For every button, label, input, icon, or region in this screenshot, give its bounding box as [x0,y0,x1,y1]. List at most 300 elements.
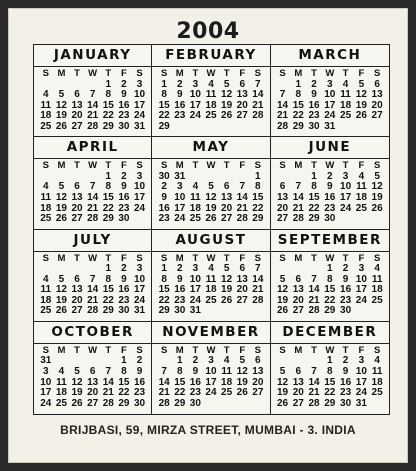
day-cell: 2 [161,181,167,193]
weekday-header: T [105,344,112,356]
month-name: MAY [152,137,269,159]
day-cell: 19 [55,110,67,122]
day-cell: 8 [161,89,167,101]
weekday-header: T [342,252,349,264]
day-grid [34,67,151,133]
month-block [152,322,270,414]
day-cell: 16 [133,376,146,388]
day-cell: 1 [327,355,333,367]
day-cell: 22 [324,387,336,399]
day-cell: 11 [356,181,367,193]
day-cell: 23 [118,202,130,214]
day-cell: 12 [55,99,67,111]
day-cell: 24 [40,397,52,409]
weekday-header: S [279,252,286,264]
day-cell: 5 [58,273,65,285]
weekday-header: T [74,160,80,172]
day-cell: 6 [74,89,80,101]
day-cell: 7 [89,273,96,285]
day-cell: 14 [87,192,99,204]
day-cell: 26 [55,305,67,317]
day-cell: 25 [205,110,217,122]
day-cell: 1 [311,170,317,182]
day-cell: 18 [205,99,217,111]
day-cell: 17 [205,376,217,388]
day-cell: 8 [295,89,302,101]
day-cell: 21 [276,110,289,122]
day-cell: 11 [40,284,52,296]
day-cell: 26 [236,387,248,399]
day-cell: 14 [276,99,289,111]
month-grid [33,44,390,415]
weekday-header: S [42,160,49,172]
day-cell: 2 [342,263,349,275]
weekday-header: S [254,344,261,356]
day-cell: 9 [121,89,127,101]
day-cell: 8 [161,273,167,285]
day-cell: 1 [105,170,112,182]
day-cell: 30 [308,120,320,132]
day-cell: 23 [308,110,320,122]
day-cell: 5 [374,170,380,182]
day-cell: 3 [208,355,214,367]
weekday-header: T [223,68,230,79]
weekday-header: T [342,344,349,356]
weekday-header: T [342,160,349,172]
day-cell: 19 [205,202,217,214]
day-cell: 20 [371,99,383,111]
day-cell: 2 [121,78,127,90]
weekday-header: W [88,68,98,79]
day-cell: 4 [374,263,380,275]
day-cell: 13 [87,376,99,388]
day-cell: 5 [279,273,286,285]
day-cell: 15 [102,192,114,204]
day-cell: 31 [40,355,52,367]
day-cell: 13 [252,365,264,377]
day-cell: 31 [133,120,146,132]
weekday-header: M [175,344,184,356]
day-cell: 15 [102,284,114,296]
day-cell: 10 [40,376,52,388]
day-cell: 12 [236,365,248,377]
day-cell: 3 [342,170,349,182]
day-cell: 18 [371,284,383,296]
day-cell: 23 [174,110,186,122]
day-cell: 6 [89,365,96,377]
day-cell: 22 [102,202,114,214]
weekday-header: T [192,68,199,79]
day-cell: 8 [327,273,333,285]
day-cell: 28 [236,213,248,225]
day-grid [152,67,269,133]
day-cell: 6 [74,181,80,193]
day-cell: 14 [292,192,304,204]
weekday-header: W [206,68,216,79]
day-cell: 25 [40,120,52,132]
day-cell: 11 [205,273,217,285]
day-cell: 3 [176,181,183,193]
day-cell: 10 [324,89,336,101]
day-cell: 17 [174,202,186,214]
day-cell: 26 [55,213,67,225]
day-cell: 11 [56,376,67,388]
weekday-header: W [88,160,98,172]
weekday-header: M [294,344,303,356]
day-cell: 26 [276,305,289,317]
day-cell: 8 [327,365,333,377]
day-cell: 5 [223,78,230,90]
day-cell: 3 [327,78,333,90]
weekday-header: T [74,344,80,356]
day-cell: 7 [295,181,302,193]
day-cell: 16 [174,284,186,296]
day-cell: 7 [255,263,261,275]
day-cell: 20 [221,202,233,214]
weekday-header: F [120,252,127,264]
day-cell: 27 [221,213,233,225]
weekday-header: M [294,68,303,79]
day-cell: 29 [292,120,304,132]
day-cell: 31 [189,305,201,317]
weekday-header: F [239,344,246,356]
day-cell: 28 [158,397,170,409]
day-cell: 26 [371,202,383,214]
day-cell: 12 [55,284,67,296]
weekday-header: F [358,160,365,172]
day-cell: 14 [252,89,264,101]
day-cell: 8 [176,365,183,377]
day-cell: 11 [40,99,52,111]
day-cell: 19 [221,284,233,296]
weekday-header: T [223,160,230,172]
day-cell: 4 [43,273,49,285]
day-cell: 1 [255,170,261,182]
month-block [271,137,389,229]
day-cell: 28 [276,120,289,132]
day-cell: 2 [121,263,127,275]
day-cell: 15 [292,99,304,111]
day-cell: 29 [158,305,170,317]
day-cell: 8 [105,273,112,285]
weekday-header: S [254,68,261,79]
day-cell: 10 [133,89,146,101]
day-cell: 16 [118,192,130,204]
day-cell: 20 [276,202,289,214]
day-cell: 17 [133,192,146,204]
day-cell: 2 [176,78,183,90]
day-cell: 26 [221,110,233,122]
day-cell: 16 [340,284,352,296]
weekday-header: M [57,68,66,79]
day-cell: 4 [43,89,49,101]
day-cell: 26 [221,294,233,306]
day-cell: 7 [89,181,96,193]
day-cell: 17 [189,284,201,296]
weekday-header: S [373,252,381,264]
day-cell: 31 [355,397,367,409]
weekday-header: F [120,68,127,79]
day-cell: 17 [340,192,352,204]
month-name: JUNE [271,137,389,159]
day-cell: 16 [308,99,320,111]
day-cell: 20 [71,294,83,306]
day-cell: 24 [133,202,146,214]
weekday-header: S [254,252,261,264]
day-cell: 9 [311,89,317,101]
month-block [271,230,389,322]
day-cell: 29 [308,213,320,225]
weekday-header: T [223,344,230,356]
weekday-header: W [206,160,216,172]
weekday-header: M [294,252,303,264]
day-cell: 18 [205,284,217,296]
weekday-header: S [373,344,381,356]
weekday-header: S [160,68,168,79]
day-cell: 16 [324,192,336,204]
day-cell: 9 [342,273,349,285]
day-cell: 12 [221,273,233,285]
month-block [34,45,152,137]
day-cell: 15 [252,192,264,204]
day-cell: 14 [102,376,114,388]
day-cell: 6 [295,365,302,377]
month-name: SEPTEMBER [271,230,389,252]
day-cell: 13 [221,192,233,204]
day-cell: 21 [87,294,99,306]
day-cell: 1 [327,263,333,275]
day-cell: 14 [252,273,264,285]
day-cell: 10 [355,273,367,285]
day-cell: 7 [279,89,286,101]
weekday-header: S [42,344,49,356]
day-cell: 4 [58,365,65,377]
day-cell: 5 [358,78,365,90]
day-grid [271,252,389,318]
publisher-footer: BRIJBASI, 59, MIRZA STREET, MUMBAI - 3. INDIA [60,423,356,437]
month-block [152,230,270,322]
day-cell: 1 [176,355,183,367]
day-cell: 28 [102,397,114,409]
day-cell: 11 [221,365,232,377]
day-cell: 28 [308,397,320,409]
day-cell: 29 [158,120,170,132]
day-cell: 11 [340,89,351,101]
weekday-header: F [358,344,365,356]
weekday-header: S [42,68,49,79]
day-cell: 24 [355,294,367,306]
day-cell: 19 [71,387,83,399]
day-cell: 22 [158,110,170,122]
day-cell: 22 [102,110,114,122]
weekday-header: T [192,344,199,356]
day-cell: 17 [324,99,336,111]
weekday-header: T [192,252,199,264]
day-cell: 29 [324,305,336,317]
day-cell: 28 [87,213,99,225]
day-cell: 6 [223,181,230,193]
day-cell: 27 [236,294,248,306]
day-cell: 17 [133,99,146,111]
day-cell: 27 [292,305,304,317]
day-cell: 24 [205,387,217,399]
day-cell: 8 [105,181,112,193]
day-cell: 13 [276,192,289,204]
day-cell: 17 [355,376,367,388]
day-cell: 9 [342,365,349,377]
day-cell: 4 [192,181,199,193]
day-cell: 19 [236,376,248,388]
year-title: 2004 [176,19,240,44]
day-grid [271,67,389,133]
weekday-header: W [325,344,335,356]
day-cell: 18 [355,192,367,204]
day-cell: 18 [40,294,52,306]
weekday-header: S [160,344,168,356]
day-cell: 22 [252,202,264,214]
day-cell: 3 [43,365,49,377]
day-grid [152,344,269,410]
day-cell: 9 [176,273,183,285]
day-cell: 16 [118,284,130,296]
day-cell: 12 [355,89,367,101]
day-cell: 28 [252,110,264,122]
day-cell: 6 [279,181,286,193]
month-name: DECEMBER [271,322,389,344]
weekday-header: T [74,68,80,79]
weekday-header: S [136,68,143,79]
day-cell: 29 [102,213,114,225]
day-cell: 13 [71,284,83,296]
day-cell: 17 [133,284,146,296]
day-cell: 28 [87,120,99,132]
weekday-header: S [254,160,261,172]
day-cell: 16 [118,99,130,111]
month-name: NOVEMBER [152,322,269,344]
day-cell: 11 [40,192,52,204]
day-cell: 4 [374,355,380,367]
month-name: AUGUST [152,230,269,252]
day-cell: 9 [327,181,333,193]
day-cell: 26 [71,397,83,409]
day-cell: 10 [340,181,352,193]
day-cell: 14 [158,376,170,388]
day-cell: 27 [71,120,83,132]
weekday-header: T [74,252,80,264]
day-cell: 4 [208,78,214,90]
day-cell: 11 [190,192,201,204]
day-cell: 26 [355,110,367,122]
day-cell: 9 [121,273,127,285]
day-cell: 12 [55,192,67,204]
day-cell: 28 [252,294,264,306]
month-block [271,322,389,414]
day-cell: 5 [279,365,286,377]
day-cell: 13 [71,192,83,204]
day-cell: 15 [102,99,114,111]
day-cell: 13 [371,89,383,101]
day-cell: 1 [161,263,167,275]
day-grid [271,159,389,225]
day-cell: 22 [292,110,304,122]
day-cell: 10 [133,181,146,193]
day-cell: 25 [221,387,233,399]
day-cell: 15 [308,192,320,204]
day-cell: 21 [87,110,99,122]
weekday-header: M [175,252,184,264]
weekday-header: S [373,160,381,172]
day-cell: 10 [205,365,217,377]
day-cell: 4 [43,181,49,193]
day-cell: 23 [189,387,201,399]
day-cell: 21 [252,99,264,111]
day-cell: 6 [295,273,302,285]
day-cell: 3 [136,263,143,275]
weekday-header: T [105,68,112,79]
day-cell: 5 [58,181,65,193]
day-cell: 9 [176,89,183,101]
day-cell: 25 [205,294,217,306]
weekday-header: M [57,252,66,264]
day-cell: 4 [358,170,365,182]
month-block [34,230,152,322]
day-cell: 26 [55,120,67,132]
day-cell: 17 [189,99,201,111]
day-cell: 19 [55,202,67,214]
month-name: OCTOBER [34,322,151,344]
weekday-header: T [192,160,199,172]
day-cell: 20 [87,387,99,399]
day-cell: 15 [158,284,170,296]
weekday-header: T [223,252,230,264]
day-cell: 5 [223,263,230,275]
weekday-header: S [160,252,168,264]
weekday-header: T [311,160,317,172]
day-cell: 11 [371,365,383,377]
day-cell: 20 [71,110,83,122]
day-cell: 25 [371,387,383,399]
weekday-header: T [342,68,349,79]
day-cell: 16 [340,376,352,388]
day-cell: 27 [236,110,248,122]
day-cell: 6 [255,355,261,367]
day-cell: 30 [133,397,146,409]
day-cell: 8 [105,89,112,101]
day-cell: 12 [371,181,383,193]
day-cell: 22 [308,202,320,214]
day-cell: 20 [71,202,83,214]
day-cell: 8 [255,181,261,193]
day-cell: 25 [371,294,383,306]
weekday-header: S [373,68,381,79]
day-cell: 28 [308,305,320,317]
weekday-header: S [279,68,286,79]
day-cell: 19 [276,387,289,399]
day-cell: 10 [189,273,201,285]
day-cell: 2 [192,355,199,367]
day-cell: 6 [74,273,80,285]
month-block [34,137,152,229]
day-cell: 5 [208,181,214,193]
day-cell: 18 [221,376,233,388]
day-cell: 15 [118,376,130,388]
day-cell: 2 [311,78,317,90]
day-cell: 21 [252,284,264,296]
month-name: JANUARY [34,45,151,67]
day-cell: 18 [55,387,67,399]
day-cell: 20 [236,284,248,296]
day-cell: 13 [71,99,83,111]
